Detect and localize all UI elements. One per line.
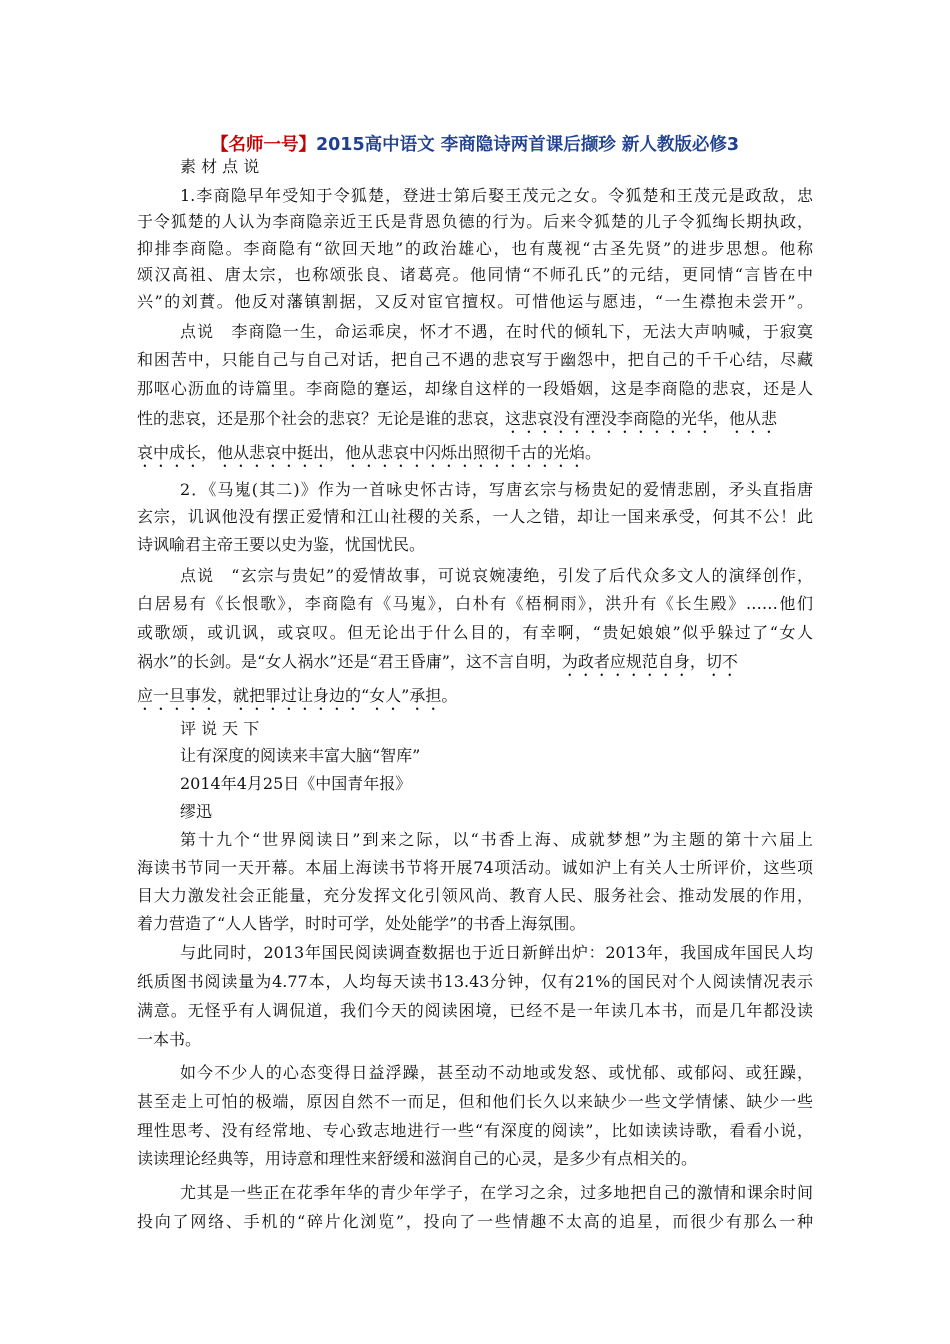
comment1-line3: 那呕心沥血的诗篇里。李商隐的蹇运，却缘自这样的一段婚姻，这是李商隐的悲哀，还是人 [137, 379, 813, 398]
material2-line1: 2．《马嵬(其二)》作为一首咏史怀古诗，写唐玄宗与杨贵妃的爱情悲剧，矛头直指唐 [180, 480, 813, 499]
comment1-emphasis-start: 这悲哀没有湮没李商隐的光华，他从悲 [505, 409, 778, 428]
title-main: 2015高中语文 李商隐诗两首课后撷珍 新人教版必修3 [315, 135, 740, 155]
comment2-line4-plain: 祸水”的长剑。是“女人祸水”还是“君王昏庸”，这不言自明， [137, 652, 562, 671]
comment2-line3: 或歌颂，或讥讽，或哀叹。但无论出于什么目的，有幸啊，“贵妃娘娘”似乎躲过了“女人 [137, 623, 813, 642]
material2-line3: 诗讽喻君主帝王要以史为鉴，忧国忧民。 [137, 535, 426, 554]
comment2-line4 [137, 652, 738, 680]
material2-line2: 玄宗，讥讽他没有摆正爱情和江山社稷的关系，一人之错，却让一国来承受，何其不公！此 [137, 507, 813, 526]
comment2-line1: 点说 “玄宗与贵妃”的爱情故事，可说哀婉凄绝，引发了后代众多文人的演绎创作， [180, 566, 813, 585]
material1-line4: 颂汉高祖、唐太宗，也称颂张良、诸葛亮。他同情“不师孔氏”的元结，更同情“言皆在中 [137, 265, 813, 284]
material1-line5: 兴”的刘蕡。他反对藩镇割据，又反对宦官擅权。可惜他运与愿违，“一生襟抱未尝开”。 [137, 292, 813, 311]
article-author: 缪迅 [180, 802, 213, 821]
comment1-line4 [137, 409, 777, 437]
comment1-line5-emphasis: 哀中成长，他从悲哀中挺出，他从悲哀中闪烁出照彻千古的光焰。 [137, 443, 602, 462]
article-p2-line4: 一本书。 [137, 1030, 202, 1049]
material1-line2: 于令狐楚的人认为李商隐亲近王氏是背恩负德的行为。后来令狐楚的儿子令狐绹长期执政， [137, 212, 813, 231]
comment2-emphasis-start: 为政者应规范自身，切不 [561, 652, 738, 671]
article-p3-line2: 甚至走上可怕的极端，原因自然不一而足，但和他们长久以来缺少一些文学情愫、缺少一些 [137, 1092, 813, 1111]
material1-line1: 1.李商隐早年受知于令狐楚，登进士第后娶王茂元之女。令狐楚和王茂元是政敌，忠 [180, 186, 813, 205]
article-p3-line1: 如今不少人的心态变得日益浮躁，甚至动不动地或发怒、或忧郁、或郁闷、或狂躁， [180, 1063, 813, 1082]
article-source: 2014年4月25日《中国青年报》 [180, 774, 412, 793]
article-p2-line3: 满意。无怪乎有人调侃道，我们今天的阅读困境，已经不是一年读几本书，而是几年都没读 [137, 1001, 813, 1020]
comment1-line2: 和困苦中，只能自己与自己对话，把自己不遇的悲哀写于幽怨中，把自己的千千心结，尽藏 [137, 350, 813, 369]
article-headline: 让有深度的阅读来丰富大脑“智库” [180, 746, 421, 765]
comment1-line1: 点说 李商隐一生，命运乖戾，怀才不遇，在时代的倾轧下，无法大声呐喊，于寂寞 [180, 322, 813, 341]
article-p4-line2: 投向了网络、手机的“碎片化浏览”，投向了一些情趣不太高的追星，而很少有那么一种 [137, 1212, 813, 1231]
article-p1-line2: 海读书节同一天开幕。本届上海读书节将开展74项活动。诚如沪上有关人士所评价，这些项 [137, 858, 813, 877]
section-heading-commentary: 评 说 天 下 [180, 719, 260, 738]
article-p2-line2: 纸质图书阅读量为4.77本，人均每天读书13.43分钟，仅有21%的国民对个人阅读情况表示 [137, 972, 813, 991]
comment2-line5-emphasis: 应一旦事发，就把罪过让身边的“女人”承担。 [137, 686, 458, 705]
article-p1-line1: 第十九个“世界阅读日”到来之际，以“书香上海、成就梦想”为主题的第十六届上 [180, 830, 813, 849]
comment2-line2: 白居易有《长恨歌》，李商隐有《马嵬》，白朴有《梧桐雨》，洪升有《长生殿》……他们 [137, 594, 813, 613]
article-p2-line1: 与此同时，2013年国民阅读调查数据也于近日新鲜出炉：2013年，我国成年国民人均 [180, 943, 813, 962]
article-p4-line1: 尤其是一些正在花季年华的青少年学子，在学习之余，过多地把自己的激情和课余时间 [180, 1183, 813, 1202]
comment1-line4-plain: 性的悲哀，还是那个社会的悲哀？无论是谁的悲哀， [137, 409, 506, 428]
title-series: 【名师一号】 [210, 135, 316, 155]
section-heading-material: 素 材 点 说 [180, 157, 260, 176]
document-title [0, 131, 950, 156]
article-p1-line3: 目大力激发社会正能量，充分发挥文化引领风尚、教育人民、服务社会、推动发展的作用， [137, 886, 813, 905]
article-p3-line4: 读读理论经典等，用诗意和理性来舒缓和滋润自己的心灵，是多少有点相关的。 [137, 1149, 698, 1168]
article-p3-line3: 理性思考、没有经常地、专心致志地进行一些“有深度的阅读”，比如读读诗歌，看看小说， [137, 1121, 813, 1140]
article-p1-line4: 着力营造了“人人皆学，时时可学，处处能学”的书香上海氛围。 [137, 914, 586, 933]
material1-line3: 抑排李商隐。李商隐有“欲回天地”的政治雄心，也有蔑视“古圣先贤”的进步思想。他称 [137, 239, 813, 258]
